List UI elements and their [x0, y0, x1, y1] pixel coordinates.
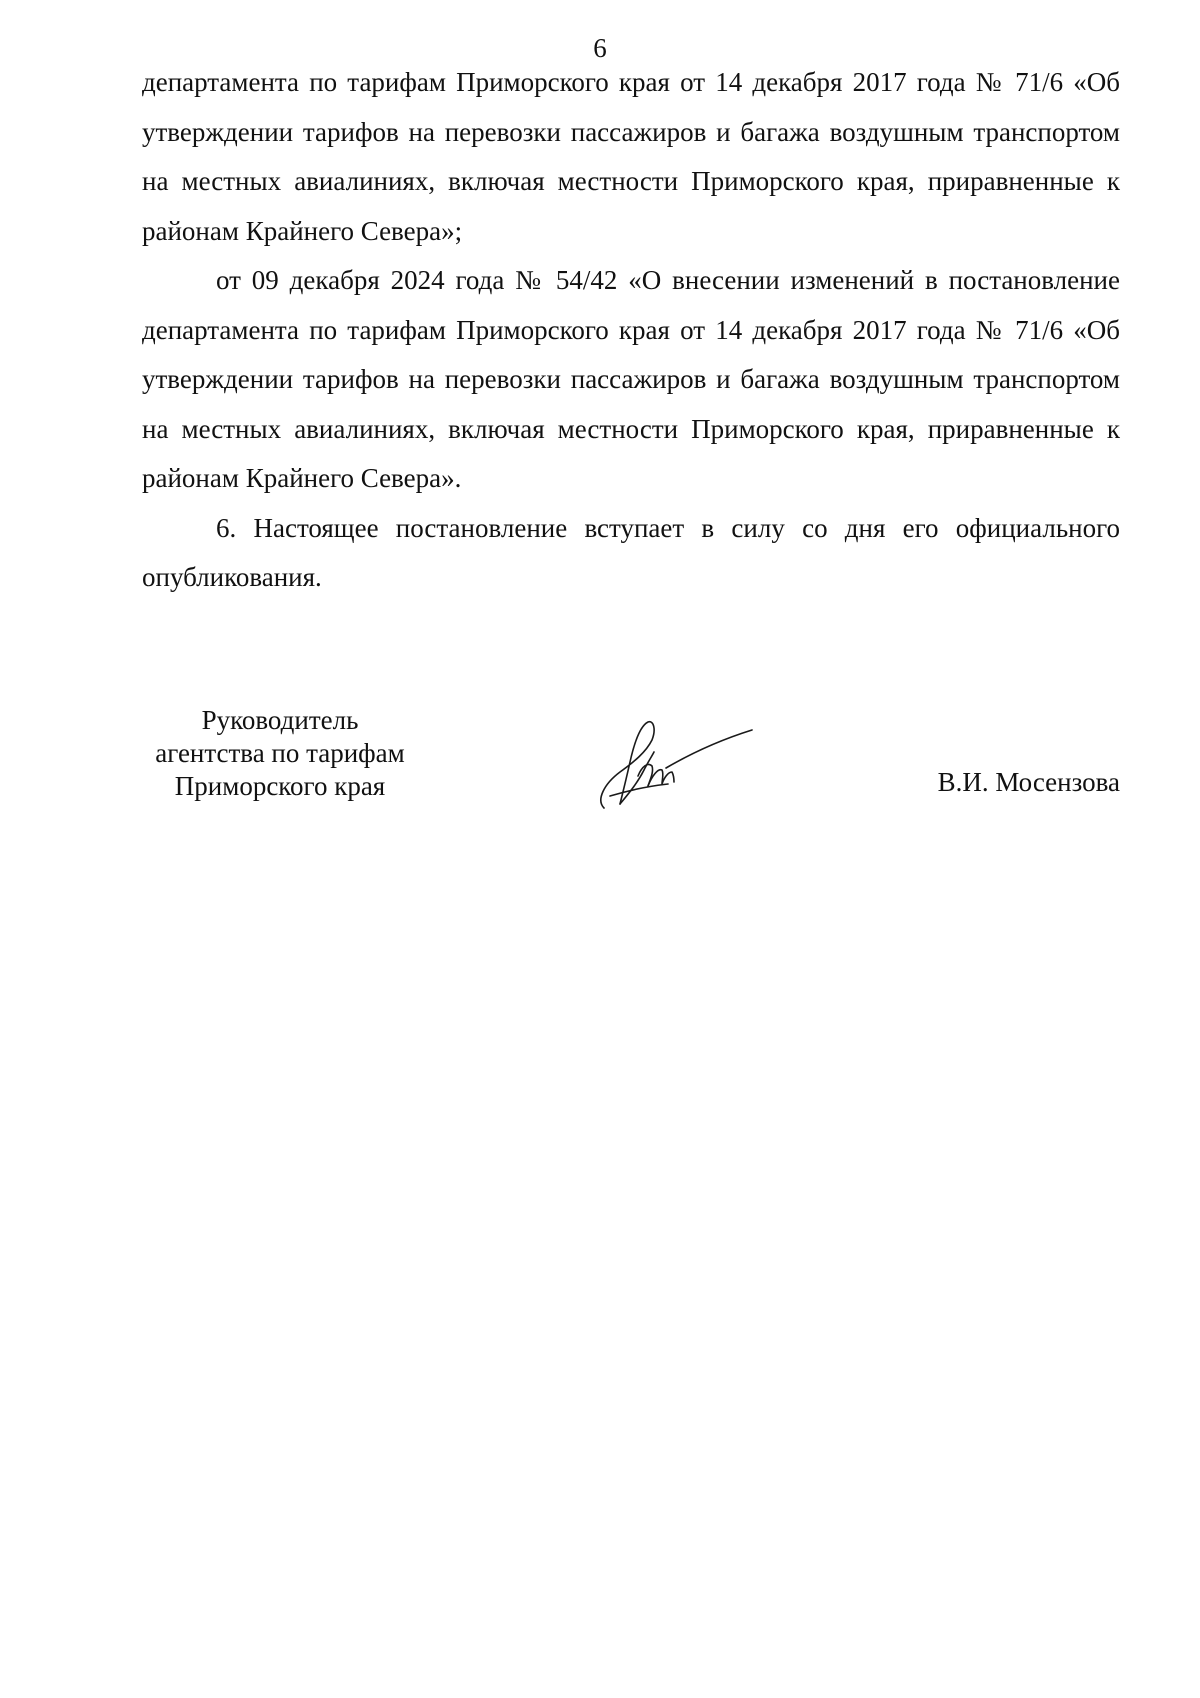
paragraph-effective-date: 6. Настоящее постановление вступает в силу со дня его официального опубликования.: [142, 512, 1120, 592]
signature-block: [0, 700, 1200, 840]
paragraph-amendment: от 09 декабря 2024 года № 54/42 «О внесении изменений в постановление департамента по тарифам Приморского края от 14 декабря 2017 года № 71/6 «Об утверждении тарифов на перевозки пассажиров и багажа воздушным транспортом на местных авиалиниях, включая местности Приморского края, приравненные к районам Крайнего Севера».: [142, 265, 1120, 493]
signer-name: В.И. Мосензова: [937, 767, 1120, 797]
signer-position-line-2: агентства по тарифам: [155, 738, 405, 768]
paragraph-continuation: департамента по тарифам Приморского края от 14 декабря 2017 года № 71/6 «Об утверждении тарифов на перевозки пассажиров и багажа воздушным транспортом на местных авиалиниях, включая местности Приморского края, приравненные к районам Крайнего Севера»;: [142, 67, 1120, 246]
document-body: [142, 58, 1120, 603]
handwritten-signature: [590, 700, 790, 820]
signer-position-line-1: Руководитель: [201, 705, 359, 735]
page-number: 6: [593, 33, 607, 63]
signer-position-line-3: Приморского края: [174, 771, 386, 801]
signer-position: [130, 704, 430, 803]
